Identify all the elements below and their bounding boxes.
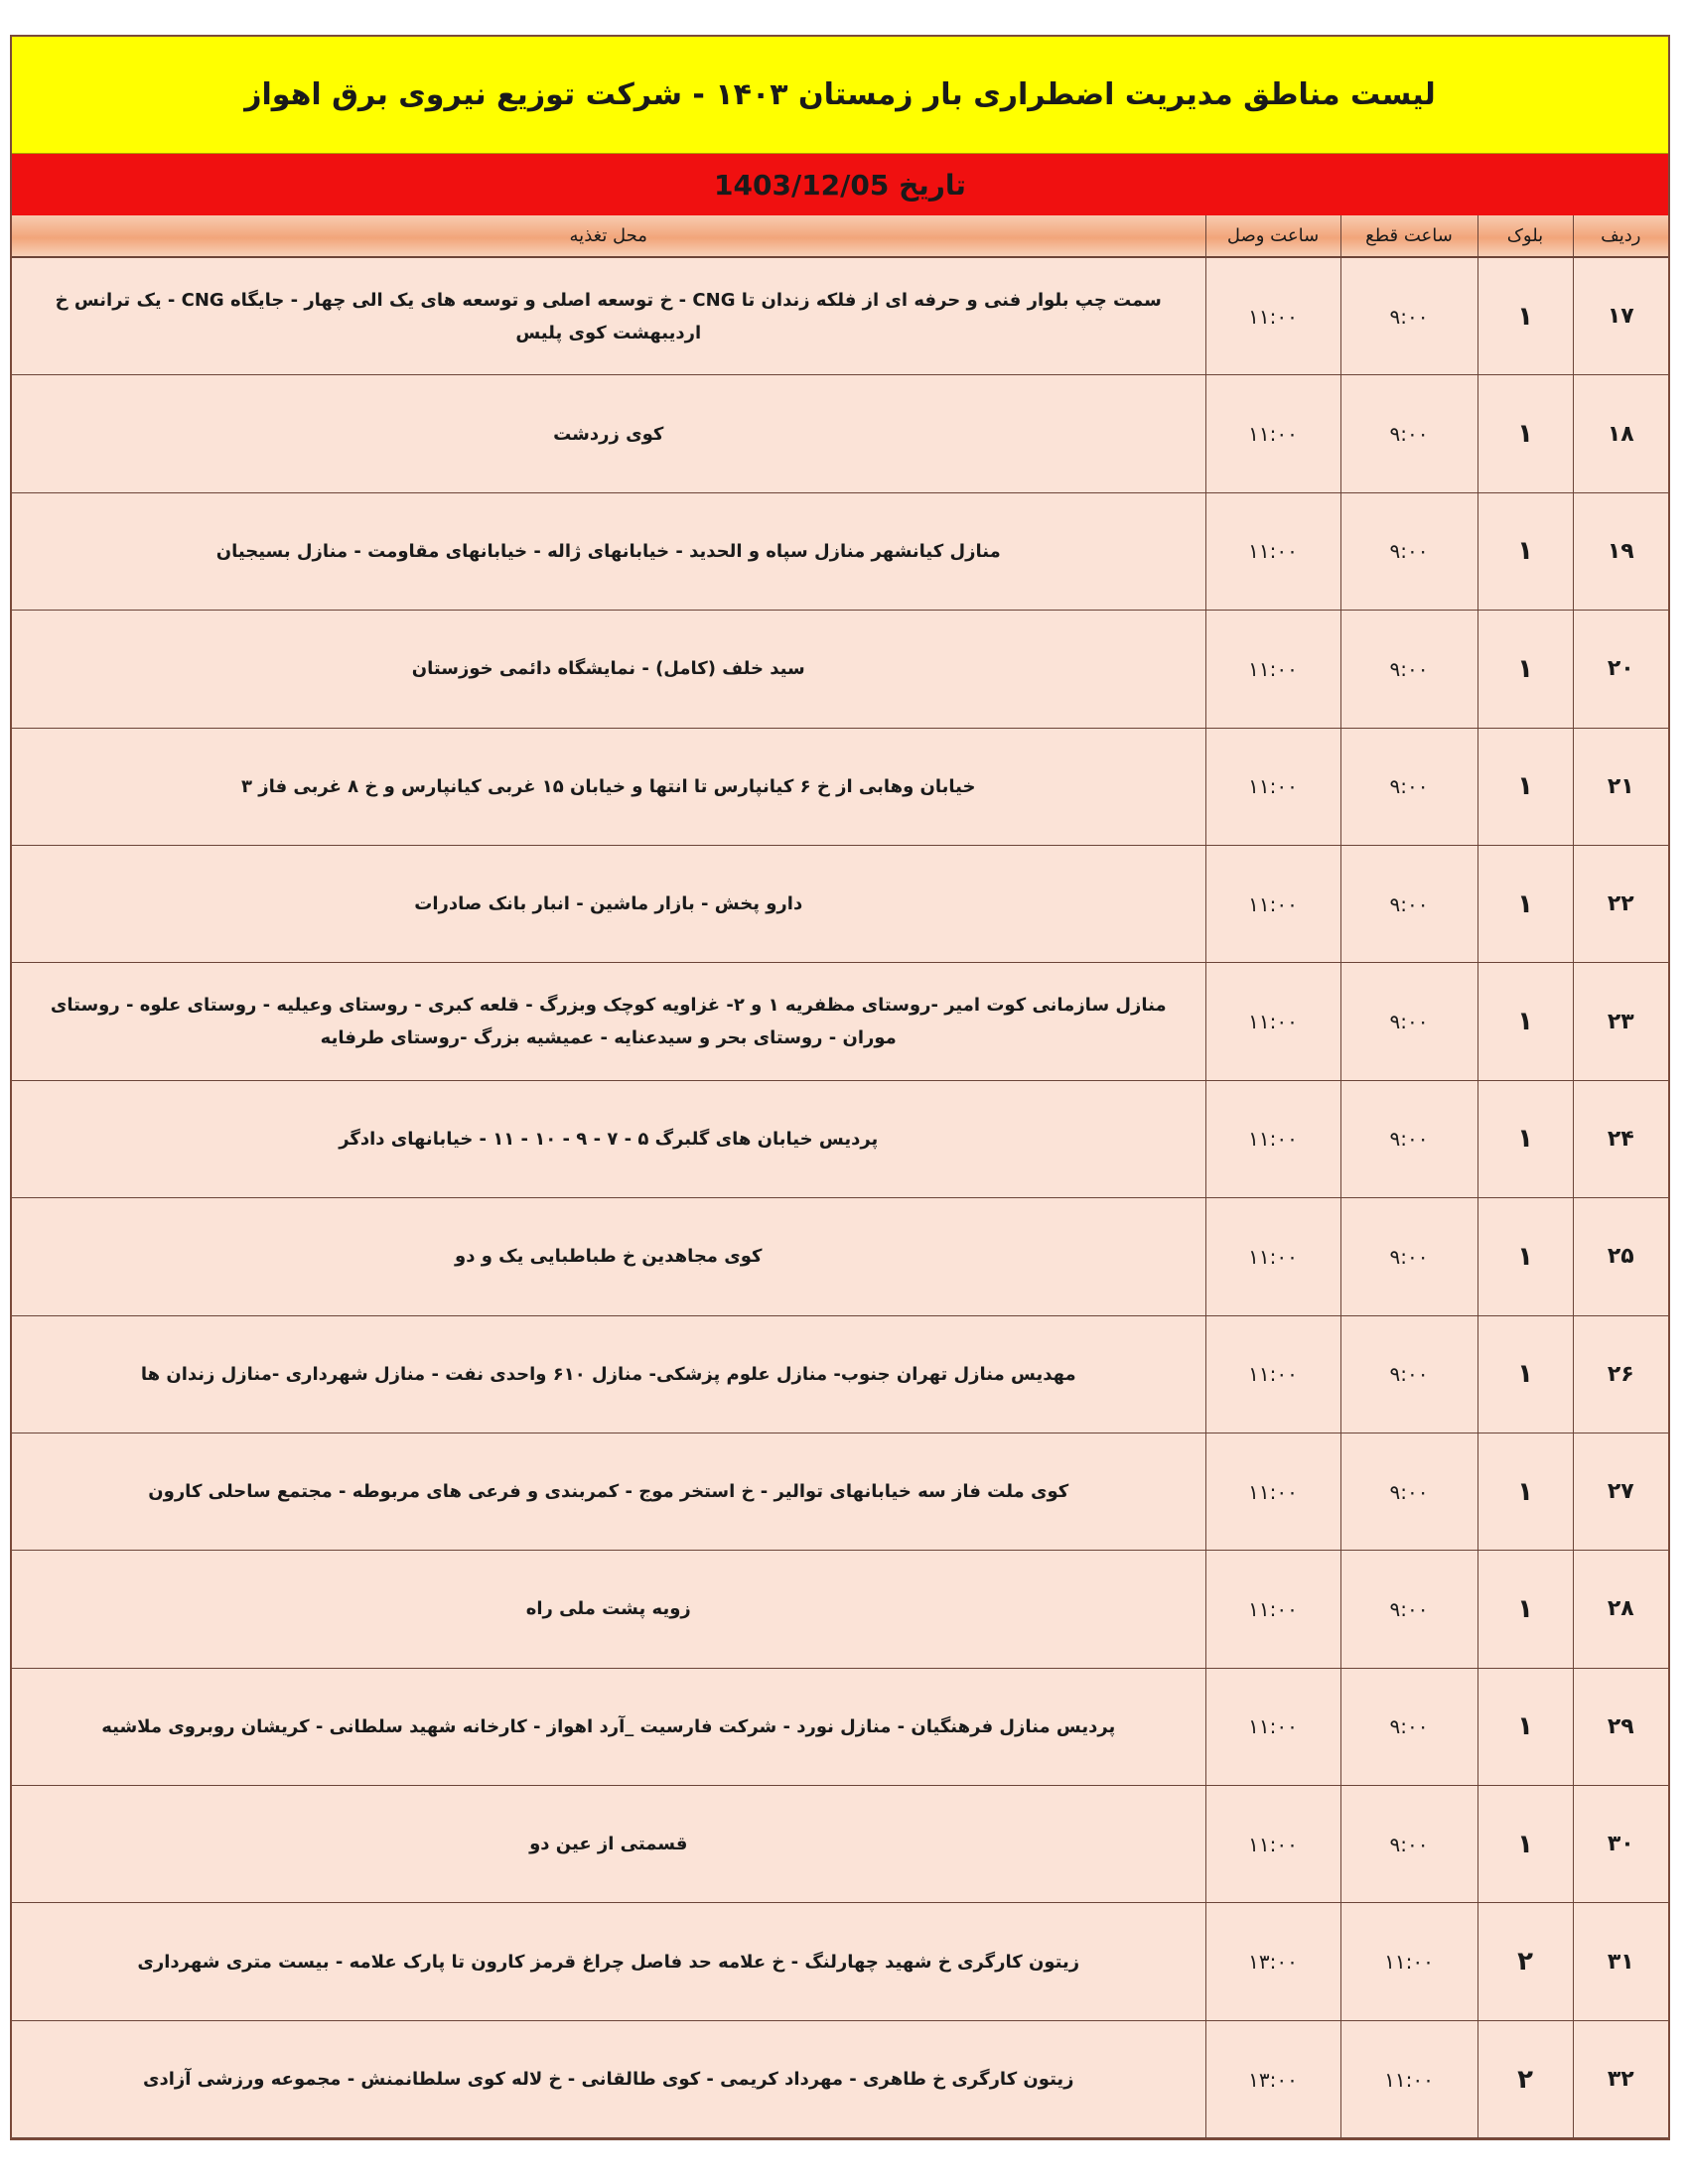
connect-time-cell: ۱۱:۰۰ bbox=[1205, 1315, 1340, 1433]
block-cell: ۱ bbox=[1477, 845, 1573, 962]
page-title: لیست مناطق مدیریت اضطراری بار زمستان ۱۴۰۳ - شرکت توزیع نیروی برق اهواز bbox=[244, 77, 1436, 112]
location-cell: زیتون کارگری خ شهید چهارلنگ - خ علامه حد فاصل چراغ قرمز کارون تا پارک علامه - بیست متری شهرداری bbox=[12, 1903, 1205, 2020]
schedule-sheet bbox=[10, 35, 1670, 2140]
column-header-connect-time: ساعت وصل bbox=[1205, 215, 1340, 257]
cut-time-cell: ۱۱:۰۰ bbox=[1340, 1903, 1477, 2020]
row-number-cell: ۳۲ bbox=[1573, 2020, 1668, 2137]
row-number-cell: ۳۰ bbox=[1573, 1786, 1668, 1903]
table-row bbox=[12, 1551, 1668, 1668]
table-row bbox=[12, 728, 1668, 845]
table-row bbox=[12, 963, 1668, 1080]
row-number-cell: ۲۹ bbox=[1573, 1668, 1668, 1785]
connect-time-cell: ۱۱:۰۰ bbox=[1205, 611, 1340, 728]
connect-time-cell: ۱۱:۰۰ bbox=[1205, 1786, 1340, 1903]
connect-time-cell: ۱۱:۰۰ bbox=[1205, 728, 1340, 845]
location-cell: پردیس خیابان های گلبرگ ۵ - ۷ - ۹ - ۱۰ - ۱۱ - خیابانهای دادگر bbox=[12, 1080, 1205, 1197]
row-number-cell: ۱۸ bbox=[1573, 375, 1668, 492]
column-header-cut-time: ساعت قطع bbox=[1340, 215, 1477, 257]
block-cell: ۱ bbox=[1477, 728, 1573, 845]
table-row bbox=[12, 1433, 1668, 1550]
cut-time-cell: ۹:۰۰ bbox=[1340, 611, 1477, 728]
connect-time-cell: ۱۱:۰۰ bbox=[1205, 1080, 1340, 1197]
cut-time-cell: ۹:۰۰ bbox=[1340, 963, 1477, 1080]
block-cell: ۱ bbox=[1477, 1080, 1573, 1197]
location-cell: زویه پشت ملی راه bbox=[12, 1551, 1205, 1668]
connect-time-cell: ۱۱:۰۰ bbox=[1205, 492, 1340, 610]
connect-time-cell: ۱۳:۰۰ bbox=[1205, 2020, 1340, 2137]
location-cell: سمت چپ بلوار فنی و حرفه ای از فلکه زندان تا CNG - خ توسعه اصلی و توسعه های یک الی چهار - جایگاه CNG - یک ترانس خ اردیبهشت کوی پلیس bbox=[12, 257, 1205, 375]
block-cell: ۱ bbox=[1477, 611, 1573, 728]
table-row bbox=[12, 1198, 1668, 1315]
row-number-cell: ۱۷ bbox=[1573, 257, 1668, 375]
block-cell: ۲ bbox=[1477, 2020, 1573, 2137]
connect-time-cell: ۱۱:۰۰ bbox=[1205, 1433, 1340, 1550]
table-row bbox=[12, 1315, 1668, 1433]
connect-time-cell: ۱۱:۰۰ bbox=[1205, 1668, 1340, 1785]
row-number-cell: ۲۶ bbox=[1573, 1315, 1668, 1433]
block-cell: ۱ bbox=[1477, 1551, 1573, 1668]
row-number-cell: ۳۱ bbox=[1573, 1903, 1668, 2020]
location-cell: کوی زردشت bbox=[12, 375, 1205, 492]
location-cell: خیابان وهابی از خ ۶ کیانپارس تا انتها و خیابان ۱۵ غربی کیانپارس و خ ۸ غربی فاز ۳ bbox=[12, 728, 1205, 845]
row-number-cell: ۲۰ bbox=[1573, 611, 1668, 728]
cut-time-cell: ۹:۰۰ bbox=[1340, 1198, 1477, 1315]
block-cell: ۱ bbox=[1477, 257, 1573, 375]
cut-time-cell: ۹:۰۰ bbox=[1340, 1433, 1477, 1550]
column-header-row-number: ردیف bbox=[1573, 215, 1668, 257]
row-number-cell: ۲۴ bbox=[1573, 1080, 1668, 1197]
location-cell: منازل کیانشهر منازل سپاه و الحدید - خیابانهای ژاله - خیابانهای مقاومت - منازل بسیجیان bbox=[12, 492, 1205, 610]
title-banner bbox=[12, 37, 1668, 154]
connect-time-cell: ۱۱:۰۰ bbox=[1205, 1551, 1340, 1668]
row-number-cell: ۲۵ bbox=[1573, 1198, 1668, 1315]
table-row bbox=[12, 1903, 1668, 2020]
block-cell: ۱ bbox=[1477, 492, 1573, 610]
location-cell: مهدیس منازل تهران جنوب- منازل علوم پزشکی- منازل ۶۱۰ واحدی نفت - منازل شهرداری -منازل زندان ها bbox=[12, 1315, 1205, 1433]
cut-time-cell: ۱۱:۰۰ bbox=[1340, 2020, 1477, 2137]
row-number-cell: ۲۷ bbox=[1573, 1433, 1668, 1550]
row-number-cell: ۲۳ bbox=[1573, 963, 1668, 1080]
table-row bbox=[12, 492, 1668, 610]
row-number-cell: ۲۱ bbox=[1573, 728, 1668, 845]
table-row bbox=[12, 1668, 1668, 1785]
connect-time-cell: ۱۳:۰۰ bbox=[1205, 1903, 1340, 2020]
location-cell: قسمتی از عین دو bbox=[12, 1786, 1205, 1903]
location-cell: کوی ملت فاز سه خیابانهای توالیر - خ استخر موج - کمربندی و فرعی های مربوطه - مجتمع ساحلی کارون bbox=[12, 1433, 1205, 1550]
date-banner bbox=[12, 154, 1668, 215]
cut-time-cell: ۹:۰۰ bbox=[1340, 1551, 1477, 1668]
connect-time-cell: ۱۱:۰۰ bbox=[1205, 1198, 1340, 1315]
table-row bbox=[12, 375, 1668, 492]
table-row bbox=[12, 1080, 1668, 1197]
block-cell: ۱ bbox=[1477, 1668, 1573, 1785]
outage-table bbox=[12, 215, 1668, 2138]
date-label: تاریخ 1403/12/05 bbox=[714, 168, 966, 202]
location-cell: سید خلف (کامل) - نمایشگاه دائمی خوزستان bbox=[12, 611, 1205, 728]
block-cell: ۱ bbox=[1477, 1198, 1573, 1315]
table-row bbox=[12, 845, 1668, 962]
cut-time-cell: ۹:۰۰ bbox=[1340, 728, 1477, 845]
cut-time-cell: ۹:۰۰ bbox=[1340, 1668, 1477, 1785]
block-cell: ۱ bbox=[1477, 1433, 1573, 1550]
block-cell: ۱ bbox=[1477, 1786, 1573, 1903]
column-header-location: محل تغذیه bbox=[12, 215, 1205, 257]
connect-time-cell: ۱۱:۰۰ bbox=[1205, 845, 1340, 962]
location-cell: کوی مجاهدین خ طباطبایی یک و دو bbox=[12, 1198, 1205, 1315]
cut-time-cell: ۹:۰۰ bbox=[1340, 845, 1477, 962]
cut-time-cell: ۹:۰۰ bbox=[1340, 1315, 1477, 1433]
table-header-row bbox=[12, 215, 1668, 257]
location-cell: پردیس منازل فرهنگیان - منازل نورد - شرکت فارسیت _آرد اهواز - کارخانه شهید سلطانی - کریشان روبروی ملاشیه bbox=[12, 1668, 1205, 1785]
cut-time-cell: ۹:۰۰ bbox=[1340, 1080, 1477, 1197]
location-cell: منازل سازمانی کوت امیر -روستای مظفریه ۱ و ۲- غزاویه کوچک وبزرگ - قلعه کبری - روستای وعیلیه - روستای علوه - روستای موران - روستای بحر و سیدعنایه - عمیشیه بزرگ -روستای طرفایه bbox=[12, 963, 1205, 1080]
row-number-cell: ۲۲ bbox=[1573, 845, 1668, 962]
table-row bbox=[12, 611, 1668, 728]
block-cell: ۱ bbox=[1477, 963, 1573, 1080]
row-number-cell: ۲۸ bbox=[1573, 1551, 1668, 1668]
table-row bbox=[12, 257, 1668, 375]
connect-time-cell: ۱۱:۰۰ bbox=[1205, 963, 1340, 1080]
connect-time-cell: ۱۱:۰۰ bbox=[1205, 375, 1340, 492]
block-cell: ۱ bbox=[1477, 1315, 1573, 1433]
cut-time-cell: ۹:۰۰ bbox=[1340, 1786, 1477, 1903]
location-cell: زیتون کارگری خ طاهری - مهرداد کریمی - کوی طالقانی - خ لاله کوی سلطانمنش - مجموعه ورزشی آزادی bbox=[12, 2020, 1205, 2137]
block-cell: ۱ bbox=[1477, 375, 1573, 492]
table-row bbox=[12, 1786, 1668, 1903]
cut-time-cell: ۹:۰۰ bbox=[1340, 257, 1477, 375]
location-cell: دارو پخش - بازار ماشین - انبار بانک صادرات bbox=[12, 845, 1205, 962]
column-header-block: بلوک bbox=[1477, 215, 1573, 257]
cut-time-cell: ۹:۰۰ bbox=[1340, 492, 1477, 610]
connect-time-cell: ۱۱:۰۰ bbox=[1205, 257, 1340, 375]
cut-time-cell: ۹:۰۰ bbox=[1340, 375, 1477, 492]
table-row bbox=[12, 2020, 1668, 2137]
row-number-cell: ۱۹ bbox=[1573, 492, 1668, 610]
block-cell: ۲ bbox=[1477, 1903, 1573, 2020]
